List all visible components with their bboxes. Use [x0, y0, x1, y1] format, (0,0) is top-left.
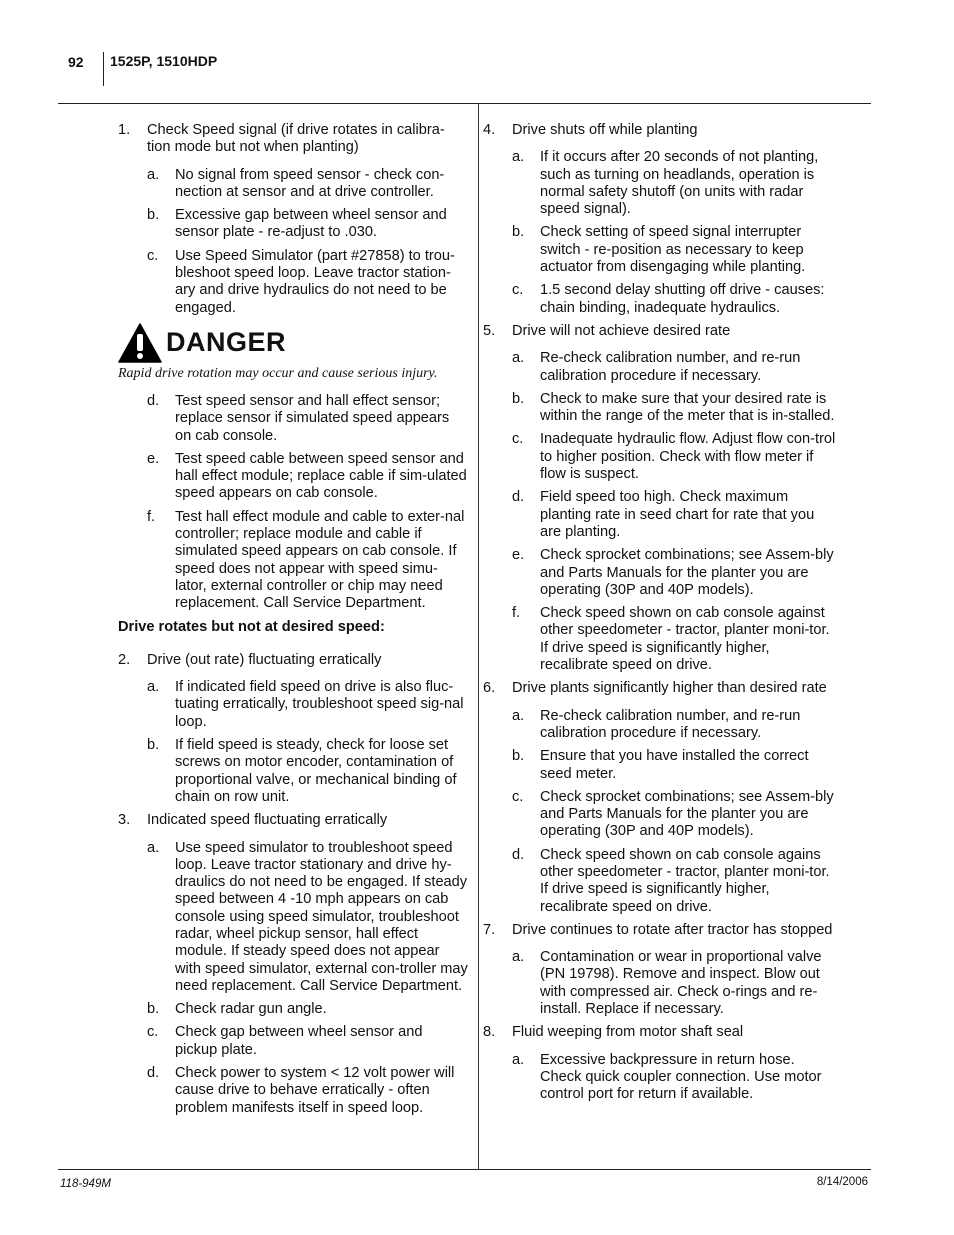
sub-item	[512, 489, 837, 541]
item-number: 2.	[118, 651, 131, 668]
sub-item	[512, 282, 837, 317]
sub-text: Re-check calibration number, and re-run calibration procedure if necessary.	[540, 707, 801, 741]
item-number: 5.	[483, 322, 496, 339]
top-rule	[58, 103, 871, 104]
footer-date: 8/14/2006	[816, 1176, 868, 1188]
sub-letter: d.	[147, 1065, 160, 1082]
sub-letter: d.	[512, 846, 525, 863]
sub-letter: c.	[512, 788, 524, 805]
sub-letter: e.	[512, 547, 525, 564]
sub-text: Contamination or wear in proportional valve (PN 19798). Remove and inspect. Blow out with compressed air. Check o-rings and re-install. Replace if necessary.	[540, 949, 822, 1018]
footer-doc-number: 118-949M	[60, 1178, 111, 1190]
sub-item	[512, 847, 837, 916]
sub-text: Re-check calibration number, and re-run calibration procedure if necessary.	[540, 350, 801, 384]
sub-item	[512, 605, 837, 674]
left-column	[118, 122, 468, 1123]
sub-letter: a.	[512, 949, 525, 966]
sub-item	[512, 391, 837, 426]
sub-letter: b.	[147, 207, 160, 224]
list-item-7	[483, 922, 837, 939]
sub-item	[147, 840, 468, 996]
item-text: Fluid weeping from motor shaft seal	[512, 1024, 744, 1041]
sub-letter: c.	[512, 282, 524, 299]
sub-letter: b.	[512, 748, 525, 765]
sub-letter: b.	[147, 737, 160, 754]
item-number: 1.	[118, 122, 131, 138]
list-item-3	[118, 812, 468, 829]
sub-item	[512, 149, 837, 218]
sub-text: Inadequate hydraulic flow. Adjust flow con-trol to higher position. Check with flow meter if flow is suspect.	[540, 431, 836, 483]
sub-text: Check power to system < 12 volt power will cause drive to behave erratically - often problem manifests itself in speed loop.	[175, 1065, 455, 1116]
sub-text: Check to make sure that your desired rate is within the range of the meter that is in-stalled.	[540, 390, 835, 425]
item-text: Drive shuts off while planting	[512, 122, 698, 138]
sub-item	[512, 547, 837, 599]
sub-item	[147, 1024, 468, 1059]
sub-text: No signal from speed sensor - check con-nection at sensor and at drive controller.	[175, 166, 445, 200]
sub-letter: b.	[512, 390, 525, 407]
sub-letter: c.	[512, 431, 524, 448]
sub-letter: c.	[147, 247, 159, 264]
sub-letter: f.	[147, 508, 156, 525]
bottom-rule	[58, 1169, 871, 1170]
sub-letter: b.	[147, 1001, 160, 1018]
sub-letter: a.	[512, 707, 525, 724]
sub-item	[512, 708, 837, 743]
sub-item	[512, 949, 837, 1018]
danger-message: Rapid drive rotation may occur and cause serious injury.	[118, 365, 438, 381]
sub-letter: a.	[512, 350, 525, 367]
danger-notice	[118, 323, 468, 381]
sub-item	[512, 748, 837, 783]
sub-item	[147, 1065, 468, 1117]
sub-item	[147, 679, 468, 731]
sub-text: Use Speed Simulator (part #27858) to trou-bleshoot speed loop. Leave tractor station-ary and drive hydraulics do not need to be engaged.	[175, 247, 455, 316]
sub-letter: a.	[147, 679, 160, 696]
sub-letter: c.	[147, 1024, 159, 1041]
sub-item	[147, 167, 468, 202]
item-number: 3.	[118, 812, 131, 829]
sub-letter: a.	[512, 1051, 525, 1068]
sub-letter: d.	[147, 392, 160, 409]
sub-text: Field speed too high. Check maximum planting rate in seed chart for rate that you are planting.	[540, 489, 815, 540]
sub-item	[147, 737, 468, 806]
item-number: 7.	[483, 921, 496, 938]
sub-item	[147, 1001, 468, 1018]
list-item-6	[483, 680, 837, 697]
list-item-8	[483, 1024, 837, 1041]
sub-text: Check speed shown on cab console against other speedometer - tractor, planter moni-tor. If drive speed is significantly higher, recalibrate speed on drive.	[540, 605, 830, 674]
sub-letter: d.	[512, 489, 525, 506]
sub-letter: a.	[147, 166, 160, 183]
sub-item	[512, 789, 837, 841]
sub-text: Check speed shown on cab console agains other speedometer - tractor, planter moni-tor. If drive speed is significantly higher, recalibrate speed on drive.	[540, 846, 830, 915]
sub-item	[512, 224, 837, 276]
sub-text: Excessive gap between wheel sensor and sensor plate - re-adjust to .030.	[175, 207, 447, 241]
danger-heading: DANGER	[166, 326, 287, 357]
sub-item	[147, 207, 468, 242]
sub-text: Test speed cable between speed sensor and hall effect module; replace cable if sim-ulated speed appears on cab console.	[175, 450, 467, 502]
header-divider	[103, 52, 104, 86]
sub-text: Check radar gun angle.	[175, 1001, 327, 1018]
sub-letter: b.	[512, 224, 525, 241]
sub-text: Check sprocket combinations; see Assem-bly and Parts Manuals for the planter you are operating (30P and 40P models).	[540, 788, 834, 840]
list-item-2	[118, 652, 468, 669]
sub-text: Ensure that you have installed the correct seed meter.	[540, 748, 809, 782]
item-text: Drive continues to rotate after tractor has stopped	[512, 921, 833, 938]
sub-letter: a.	[512, 149, 525, 166]
item-text: Drive will not achieve desired rate	[512, 322, 731, 339]
sub-item	[512, 431, 837, 483]
list-item-5	[483, 323, 837, 340]
item-number: 8.	[483, 1024, 496, 1041]
item-text: Check Speed signal (if drive rotates in calibra-tion mode but not when planting)	[147, 122, 445, 156]
sub-item	[147, 248, 468, 317]
sub-item	[147, 451, 468, 503]
sub-text: If field speed is steady, check for loose set screws on motor encoder, contamination of proportional valve, or mechanical binding of chain on row unit.	[175, 737, 457, 805]
sub-text: Use speed simulator to troubleshoot speed loop. Leave tractor stationary and drive hy-draulics do not need to be engaged. If steady speed between 4 -10 mph appears on cab console using speed simulator, troubleshoot radar, wheel pickup sensor, hall effect module. If steady speed does not appear with speed simulator, external con-troller may need replacement. Call Service Department.	[175, 839, 468, 994]
sub-text: If indicated field speed on drive is also fluc-tuating erratically, troubleshoot speed sig-nal loop.	[175, 679, 464, 730]
sub-text: Check gap between wheel sensor and pickup plate.	[175, 1024, 423, 1058]
item-text: Drive plants significantly higher than desired rate	[512, 680, 827, 697]
item-text: Indicated speed fluctuating erratically	[147, 812, 388, 829]
sub-text: Check sprocket combinations; see Assem-bly and Parts Manuals for the planter you are operating (30P and 40P models).	[540, 547, 834, 598]
sub-item	[512, 1052, 837, 1104]
sub-text: Excessive backpressure in return hose. Check quick coupler connection. Use motor control port for return if available.	[540, 1051, 822, 1103]
sub-text: If it occurs after 20 seconds of not planting, such as turning on headlands, operation is normal safety shutoff (on units with radar speed signal).	[540, 149, 819, 218]
sub-text: Check setting of speed signal interrupter switch - re-position as necessary to keep actuator from disengaging while planting.	[540, 224, 806, 276]
sub-letter: a.	[147, 839, 160, 856]
sub-item	[512, 350, 837, 385]
sub-text: Test speed sensor and hall effect sensor; replace sensor if simulated speed appears on cab console.	[175, 392, 450, 444]
warning-triangle-icon	[118, 323, 162, 363]
column-divider	[478, 104, 479, 1169]
sub-text: 1.5 second delay shutting off drive - causes: chain binding, inadequate hydraulics.	[540, 282, 825, 316]
list-item-4	[483, 122, 837, 139]
sub-text: Test hall effect module and cable to exter-nal controller; replace module and cable if simulated speed appears on cab console. If speed does not appear with speed simu-lator, external controller or chip may need replacement. Call Service Department.	[175, 508, 465, 612]
page-number: 92	[68, 54, 84, 70]
section-heading: Drive rotates but not at desired speed:	[118, 618, 385, 635]
sub-item	[147, 509, 468, 613]
sub-item	[147, 393, 468, 445]
item-text: Drive (out rate) fluctuating erratically	[147, 651, 382, 668]
item-number: 4.	[483, 122, 496, 138]
sub-letter: e.	[147, 450, 160, 467]
sub-letter: f.	[512, 605, 521, 622]
item-number: 6.	[483, 680, 496, 697]
right-column	[483, 122, 837, 1110]
document-title: 1525P, 1510HDP	[110, 53, 218, 69]
list-item-1	[118, 122, 468, 157]
